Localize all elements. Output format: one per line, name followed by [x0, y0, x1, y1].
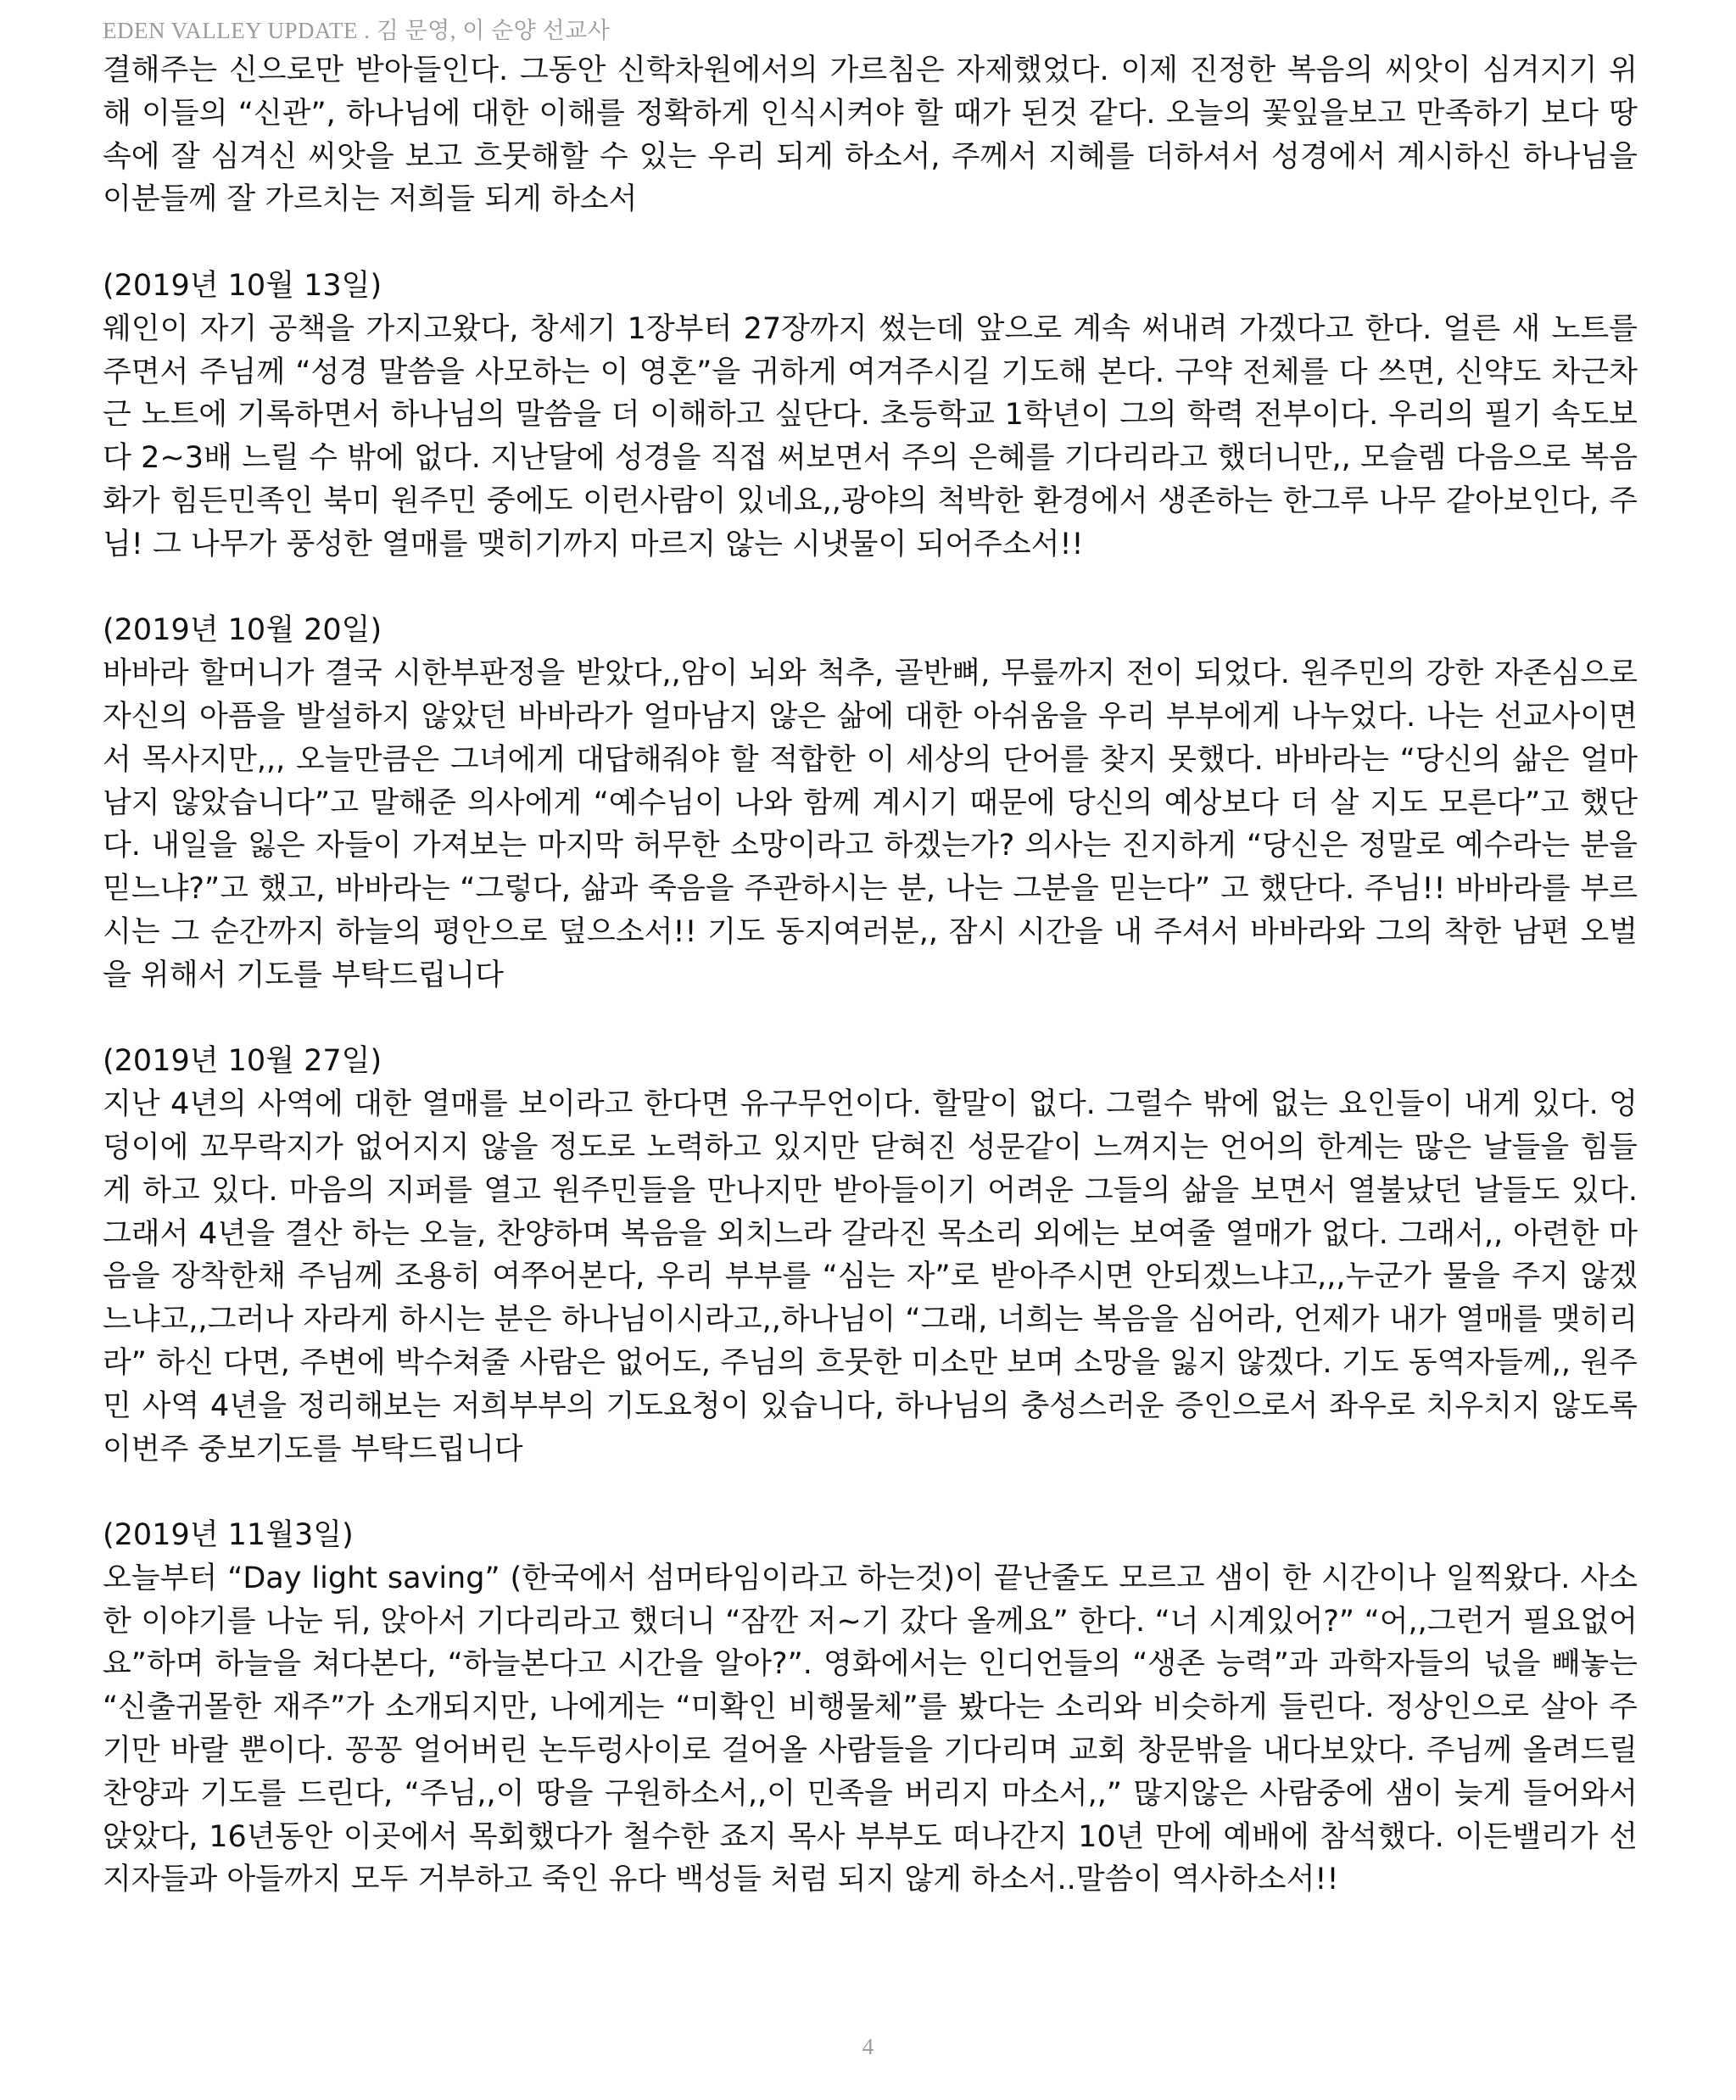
- entry-date: (2019년 10월 20일): [103, 613, 382, 648]
- entry-date: (2019년 11월3일): [103, 1518, 354, 1553]
- page-number: 4: [862, 2034, 874, 2059]
- entry-body: 웨인이 자기 공책을 가지고왔다, 창세기 1장부터 27장까지 썼는데 앞으로 계속 써내려 가겠다고 한다. 얼른 새 노트를 주면서 주님께 “성경 말씀을 사모하는 이 영혼”을 귀하게 여겨주시길 기도해 본다. 구약 전체를 다 쓰면, 신약도 차근차근 노트에 기록하면서 하나님의 말씀을 더 이해하고 싶단다. 초등학교 1학년이 그의 학력 전부이다. 우리의 필기 속도보다 2~3배 느릴 수 밖에 없다. 지난달에 성경을 직접 써보면서 주의 은혜를 기다리라고 했더니만,, 모슬렘 다음으로 복음화가 힘든민족인 북미 원주민 중에도 이런사람이 있네요,,광야의 척박한 환경에서 생존하는 한그루 나무 같아보인다, 주님! 그 나무가 풍성한 열매를 맺히기까지 마르지 않는 시냇물이 되어주소서!!: [103, 311, 1638, 561]
- intro-paragraph: 결해주는 신으로만 받아들인다. 그동안 신학차원에서의 가르침은 자제했었다. 이제 진정한 복음의 씨앗이 심겨지기 위해 이들의 “신관”, 하나님에 대한 이해를 정확하게 인식시켜야 할 때가 된것 같다. 오늘의 꽃잎을보고 만족하기 보다 땅속에 잘 심겨신 씨앗을 보고 흐뭇해할 수 있는 우리 되게 하소서, 주께서 지혜를 더하셔서 성경에서 계시하신 하나님을 이분들께 잘 가르치는 저희들 되게 하소서: [103, 53, 1638, 217]
- journal-entry: [103, 1514, 1638, 1902]
- journal-entry: [103, 609, 1638, 997]
- entry-date: (2019년 10월 13일): [103, 268, 382, 303]
- journal-entry: [103, 1040, 1638, 1471]
- entry-body: 오늘부터 “Day light saving” (한국에서 섬머타임이라고 하는것)이 끝난줄도 모르고 샘이 한 시간이나 일찍왔다. 사소한 이야기를 나눈 뒤, 앉아서 기다리라고 했더니 “잠깐 저~기 갔다 올께요” 한다. “너 시계있어?” “어,,그런거 필요없어요”하며 하늘을 쳐다본다, “하늘본다고 시간을 알아?”. 영화에서는 인디언들의 “생존 능력”과 과학자들의 넋을 빼놓는 “신출귀몰한 재주”가 소개되지만, 나에게는 “미확인 비행물체”를 봤다는 소리와 비슷하게 들린다. 정상인으로 살아 주기만 바랄 뿐이다. 꽁꽁 얼어버린 논두렁사이로 걸어올 사람들을 기다리며 교회 창문밖을 내다보았다. 주님께 올려드릴 찬양과 기도를 드린다, “주님,,이 땅을 구원하소서,,이 민족을 버리지 마소서,,” 많지않은 사람중에 샘이 늦게 들어와서 앉았다, 16년동안 이곳에서 목회했다가 철수한 죠지 목사 부부도 떠나간지 10년 만에 예배에 참석했다. 이든밸리가 선지자들과 아들까지 모두 거부하고 죽인 유다 백성들 처럼 되지 않게 하소서..말씀이 역사하소서!!: [103, 1561, 1638, 1897]
- running-header: EDEN VALLEY UPDATE . 김 문영, 이 순양 선교사: [103, 18, 611, 43]
- entry-body: 지난 4년의 사역에 대한 열매를 보이라고 한다면 유구무언이다. 할말이 없다. 그럴수 밖에 없는 요인들이 내게 있다. 엉덩이에 꼬무락지가 없어지지 않을 정도로 노력하고 있지만 닫혀진 성문같이 느껴지는 언어의 한계는 많은 날들을 힘들게 하고 있다. 마음의 지퍼를 열고 원주민들을 만나지만 받아들이기 어려운 그들의 삶을 보면서 열불났던 날들도 있다. 그래서 4년을 결산 하는 오늘, 찬양하며 복음을 외치느라 갈라진 목소리 외에는 보여줄 열매가 없다. 그래서,, 아련한 마음을 장착한채 주님께 조용히 여쭈어본다, 우리 부부를 “심는 자”로 받아주시면 안되겠느냐고,,,누군가 물을 주지 않겠느냐고,,그러나 자라게 하시는 분은 하나님이시라고,,하나님이 “그래, 너희는 복음을 심어라, 언제가 내가 열매를 맺히리라” 하신 다면, 주변에 박수쳐줄 사람은 없어도, 주님의 흐뭇한 미소만 보며 소망을 잃지 않겠다. 기도 동역자들께,, 원주민 사역 4년을 정리해보는 저희부부의 기도요청이 있습니다, 하나님의 충성스러운 증인으로서 좌우로 치우치지 않도록 이번주 중보기도를 부탁드립니다: [103, 1087, 1638, 1466]
- journal-entry: [103, 265, 1638, 567]
- entry-date: (2019년 10월 27일): [103, 1044, 382, 1079]
- entry-body: 바바라 할머니가 결국 시한부판정을 받았다,,암이 뇌와 척추, 골반뼈, 무릎까지 전이 되었다. 원주민의 강한 자존심으로 자신의 아픔을 발설하지 않았던 바바라가 얼마남지 않은 삶에 대한 아쉬움을 우리 부부에게 나누었다. 나는 선교사이면서 목사지만,,, 오늘만큼은 그녀에게 대답해줘야 할 적합한 이 세상의 단어를 찾지 못했다. 바바라는 “당신의 삶은 얼마 남지 않았습니다”고 말해준 의사에게 “예수님이 나와 함께 계시기 때문에 당신의 예상보다 더 살 지도 모른다”고 했단다. 내일을 잃은 자들이 가져보는 마지막 허무한 소망이라고 하겠는가? 의사는 진지하게 “당신은 정말로 예수라는 분을 믿느냐?”고 했고, 바바라는 “그렇다, 삶과 죽음을 주관하시는 분, 나는 그분을 믿는다” 고 했단다. 주님!! 바바라를 부르시는 그 순간까지 하늘의 평안으로 덮으소서!! 기도 동지여러분,, 잠시 시간을 내 주셔서 바바라와 그의 착한 남편 오벌을 위해서 기도를 부탁드립니다: [103, 656, 1638, 992]
- document-body: [103, 49, 1638, 1902]
